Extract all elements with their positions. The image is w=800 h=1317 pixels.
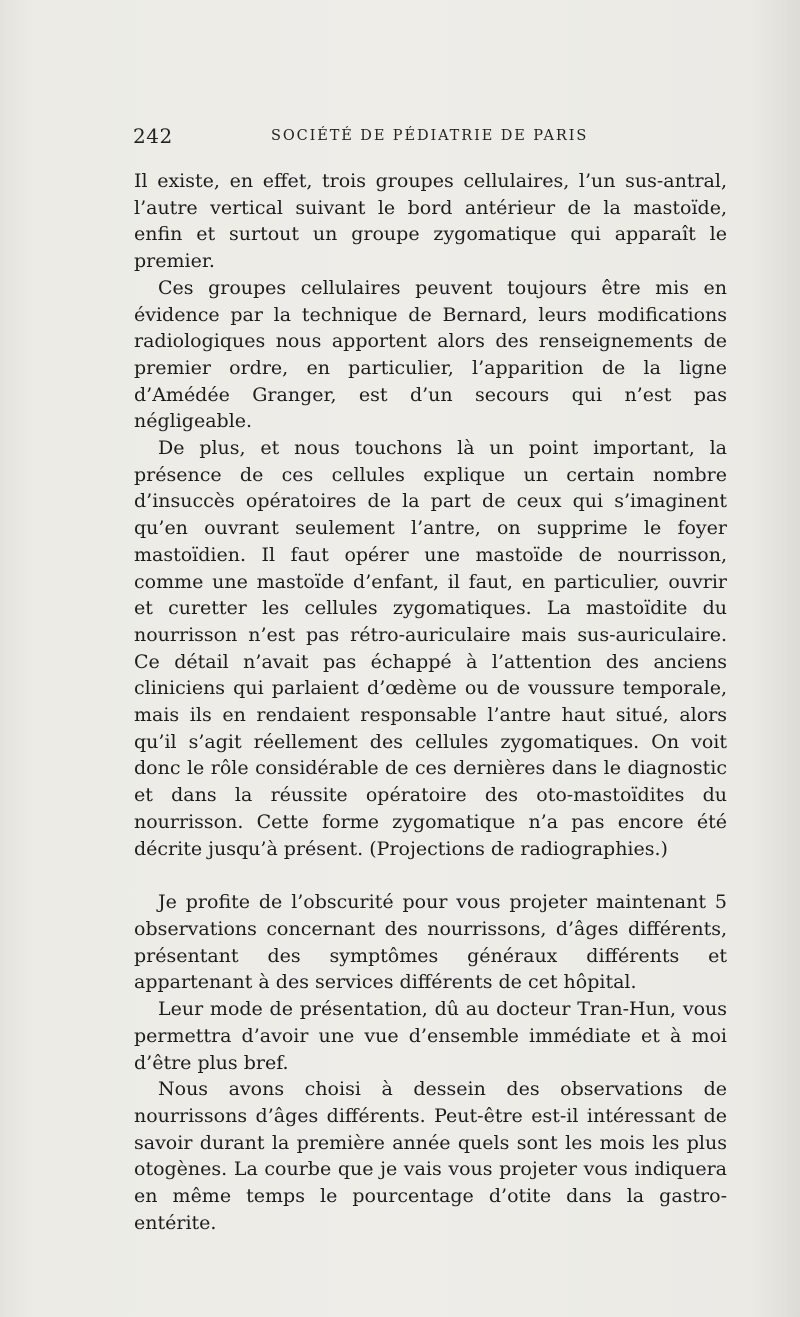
body-text bbox=[134, 168, 727, 1236]
paragraph: Leur mode de présentation, dû au docteur Tran-Hun, vous permettra d’avoir une vue d’ensemble immédiate et à moi d’être plus bref. bbox=[134, 998, 727, 1074]
paragraph: Nous avons choisi à dessein des observations de nourrissons d’âges différents. Peut-être est-il intéressant de savoir durant la première année quels sont les mois les plus otogènes. La courbe que je vais vous projeter vous indiquera en même temps le pourcentage d’otite dans la gastro-entérite. bbox=[134, 1078, 727, 1234]
page-header bbox=[133, 124, 727, 152]
page-number: 242 bbox=[133, 124, 173, 148]
running-head: SOCIÉTÉ DE PÉDIATRIE DE PARIS bbox=[271, 128, 589, 144]
paragraph: Il existe, en effet, trois groupes cellulaires, l’un sus-antral, l’autre vertical suivant le bord antérieur de la mastoïde, enfin et surtout un groupe zygomatique qui apparaît le premier. bbox=[134, 170, 727, 273]
paragraph: De plus, et nous touchons là un point important, la présence de ces cellules explique un certain nombre d’insuccès opératoires de la part de ceux qui s’imaginent qu’en ouvrant seulement l’antre, on supprime le foyer mastoïdien. Il faut opérer une mastoïde de nourrisson, comme une mastoïde d’enfant, il faut, en particulier, ouvrir et curetter les cellules zygomatiques. La mastoïdite du nourrisson n’est pas rétro-auriculaire mais sus-auriculaire. Ce détail n’avait pas échappé à l’attention des anciens cliniciens qui parlaient d’œdème ou de voussure temporale, mais ils en rendaient responsable l’antre haut situé, alors qu’il s’agit réellement des cellules zygomatiques. On voit donc le rôle considérable de ces dernières dans le diagnostic et dans la réussite opératoire des oto-mastoïdites du nourrisson. Cette forme zygomatique n’a pas encore été décrite jusqu’à présent. (Projections de radiographies.) bbox=[134, 437, 727, 860]
paragraph: Ces groupes cellulaires peuvent toujours être mis en évidence par la technique de Bernard, leurs modifications radiologiques nous apportent alors des renseignements de premier ordre, en particulier, l’apparition de la ligne d’Amédée Granger, est d’un secours qui n’est pas négligeable. bbox=[134, 276, 727, 433]
paragraph: Je profite de l’obscurité pour vous projeter maintenant 5 observations concernant des nourrissons, d’âges différents, présentant des symptômes généraux différents et appartenant à des services différents de cet hôpital. bbox=[134, 891, 727, 994]
